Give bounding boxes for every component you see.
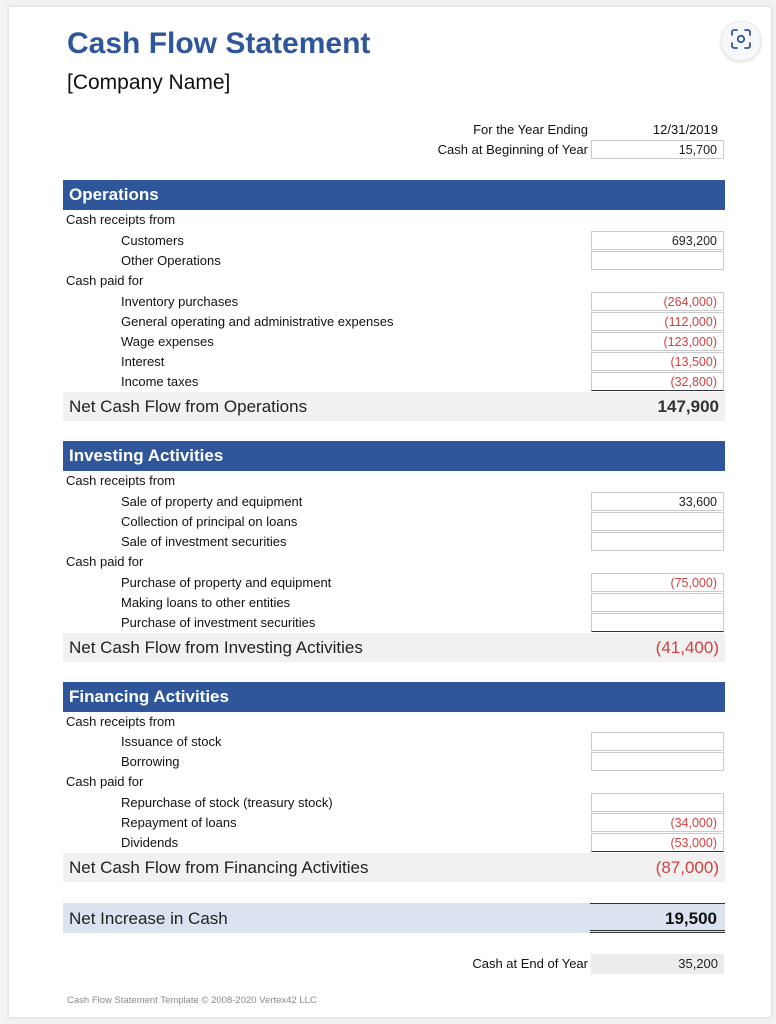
investing-net-value: (41,400) [655, 638, 719, 657]
investing-receipt-value[interactable] [591, 512, 724, 531]
visual-search-icon [730, 28, 752, 55]
financing-paid-item-value[interactable] [591, 793, 724, 812]
investing-receipt-label: Sale of property and equipment [121, 494, 303, 509]
operations-paid-item-label: Income taxes [121, 374, 199, 389]
financing-paid-item-value[interactable]: (34,000) [591, 813, 724, 832]
financing-receipt-label: Issuance of stock [121, 734, 222, 749]
financing-net-row [63, 853, 725, 882]
investing-paid-item-value[interactable] [591, 593, 724, 612]
end-cash-label: Cash at End of Year [472, 956, 588, 971]
investing-net-row [63, 633, 725, 662]
operations-receipt-value[interactable]: 693,200 [591, 231, 724, 250]
operations-paid-item-value[interactable]: (123,000) [591, 332, 724, 351]
operations-net-label: Net Cash Flow from Operations [69, 397, 308, 416]
investing-paid-item-label: Purchase of investment securities [121, 615, 316, 630]
year-ending-label: For the Year Ending [473, 122, 588, 137]
operations-receipt-label: Customers [121, 233, 184, 248]
begin-cash-value[interactable]: 15,700 [591, 140, 724, 159]
financing-paid-item-value[interactable]: (53,000) [591, 833, 724, 852]
net-increase-label: Net Increase in Cash [69, 909, 228, 928]
financing-receipt-value[interactable] [591, 752, 724, 771]
operations-receipts-label: Cash receipts from [66, 212, 176, 227]
section-investing-heading: Investing Activities [63, 441, 725, 471]
investing-paid-item-value[interactable]: (75,000) [591, 573, 724, 592]
investing-paid-label: Cash paid for [66, 554, 144, 569]
financing-paid-label: Cash paid for [66, 774, 144, 789]
operations-receipt-label: Other Operations [121, 253, 221, 268]
financing-receipts-label: Cash receipts from [66, 714, 176, 729]
end-cash-value: 35,200 [591, 954, 724, 974]
operations-paid-item-value[interactable]: (13,500) [591, 352, 724, 371]
net-increase-total-box [590, 903, 725, 933]
visual-search-button[interactable] [721, 21, 761, 61]
operations-net-value: 147,900 [657, 397, 719, 416]
investing-receipt-label: Sale of investment securities [121, 534, 287, 549]
financing-net-value: (87,000) [655, 858, 719, 877]
financing-paid-item-label: Repurchase of stock (treasury stock) [121, 795, 333, 810]
operations-net-row [63, 392, 725, 421]
financing-receipt-label: Borrowing [121, 754, 180, 769]
footer-copyright: Cash Flow Statement Template © 2008-2020 Vertex42 LLC [67, 995, 317, 1006]
investing-receipt-label: Collection of principal on loans [121, 514, 298, 529]
section-financing-heading: Financing Activities [63, 682, 725, 712]
operations-paid-item-value[interactable]: (112,000) [591, 312, 724, 331]
investing-net-label: Net Cash Flow from Investing Activities [69, 638, 363, 657]
financing-net-label: Net Cash Flow from Financing Activities [69, 858, 369, 877]
net-increase-value: 19,500 [665, 909, 717, 928]
page-title: Cash Flow Statement [67, 27, 371, 60]
investing-receipt-value[interactable]: 33,600 [591, 492, 724, 511]
year-ending-value[interactable]: 12/31/2019 [652, 122, 718, 137]
operations-paid-item-value[interactable]: (32,800) [591, 372, 724, 391]
investing-receipts-label: Cash receipts from [66, 473, 176, 488]
investing-paid-item-value[interactable] [591, 613, 724, 632]
statement-sheet [8, 6, 772, 1018]
operations-paid-item-label: Interest [121, 354, 165, 369]
financing-paid-item-label: Repayment of loans [121, 815, 237, 830]
investing-paid-item-label: Purchase of property and equipment [121, 575, 332, 590]
financing-receipt-value[interactable] [591, 732, 724, 751]
begin-cash-label: Cash at Beginning of Year [437, 142, 588, 157]
operations-paid-label: Cash paid for [66, 273, 144, 288]
operations-paid-item-label: Wage expenses [121, 334, 214, 349]
company-name[interactable]: [Company Name] [67, 71, 231, 94]
section-operations-heading: Operations [63, 180, 725, 210]
net-increase-row [63, 903, 725, 933]
investing-receipt-value[interactable] [591, 532, 724, 551]
financing-paid-item-label: Dividends [121, 835, 179, 850]
investing-paid-item-label: Making loans to other entities [121, 595, 291, 610]
operations-paid-item-value[interactable]: (264,000) [591, 292, 724, 311]
operations-paid-item-label: Inventory purchases [121, 294, 239, 309]
operations-paid-item-label: General operating and administrative expenses [121, 314, 394, 329]
operations-receipt-value[interactable] [591, 251, 724, 270]
